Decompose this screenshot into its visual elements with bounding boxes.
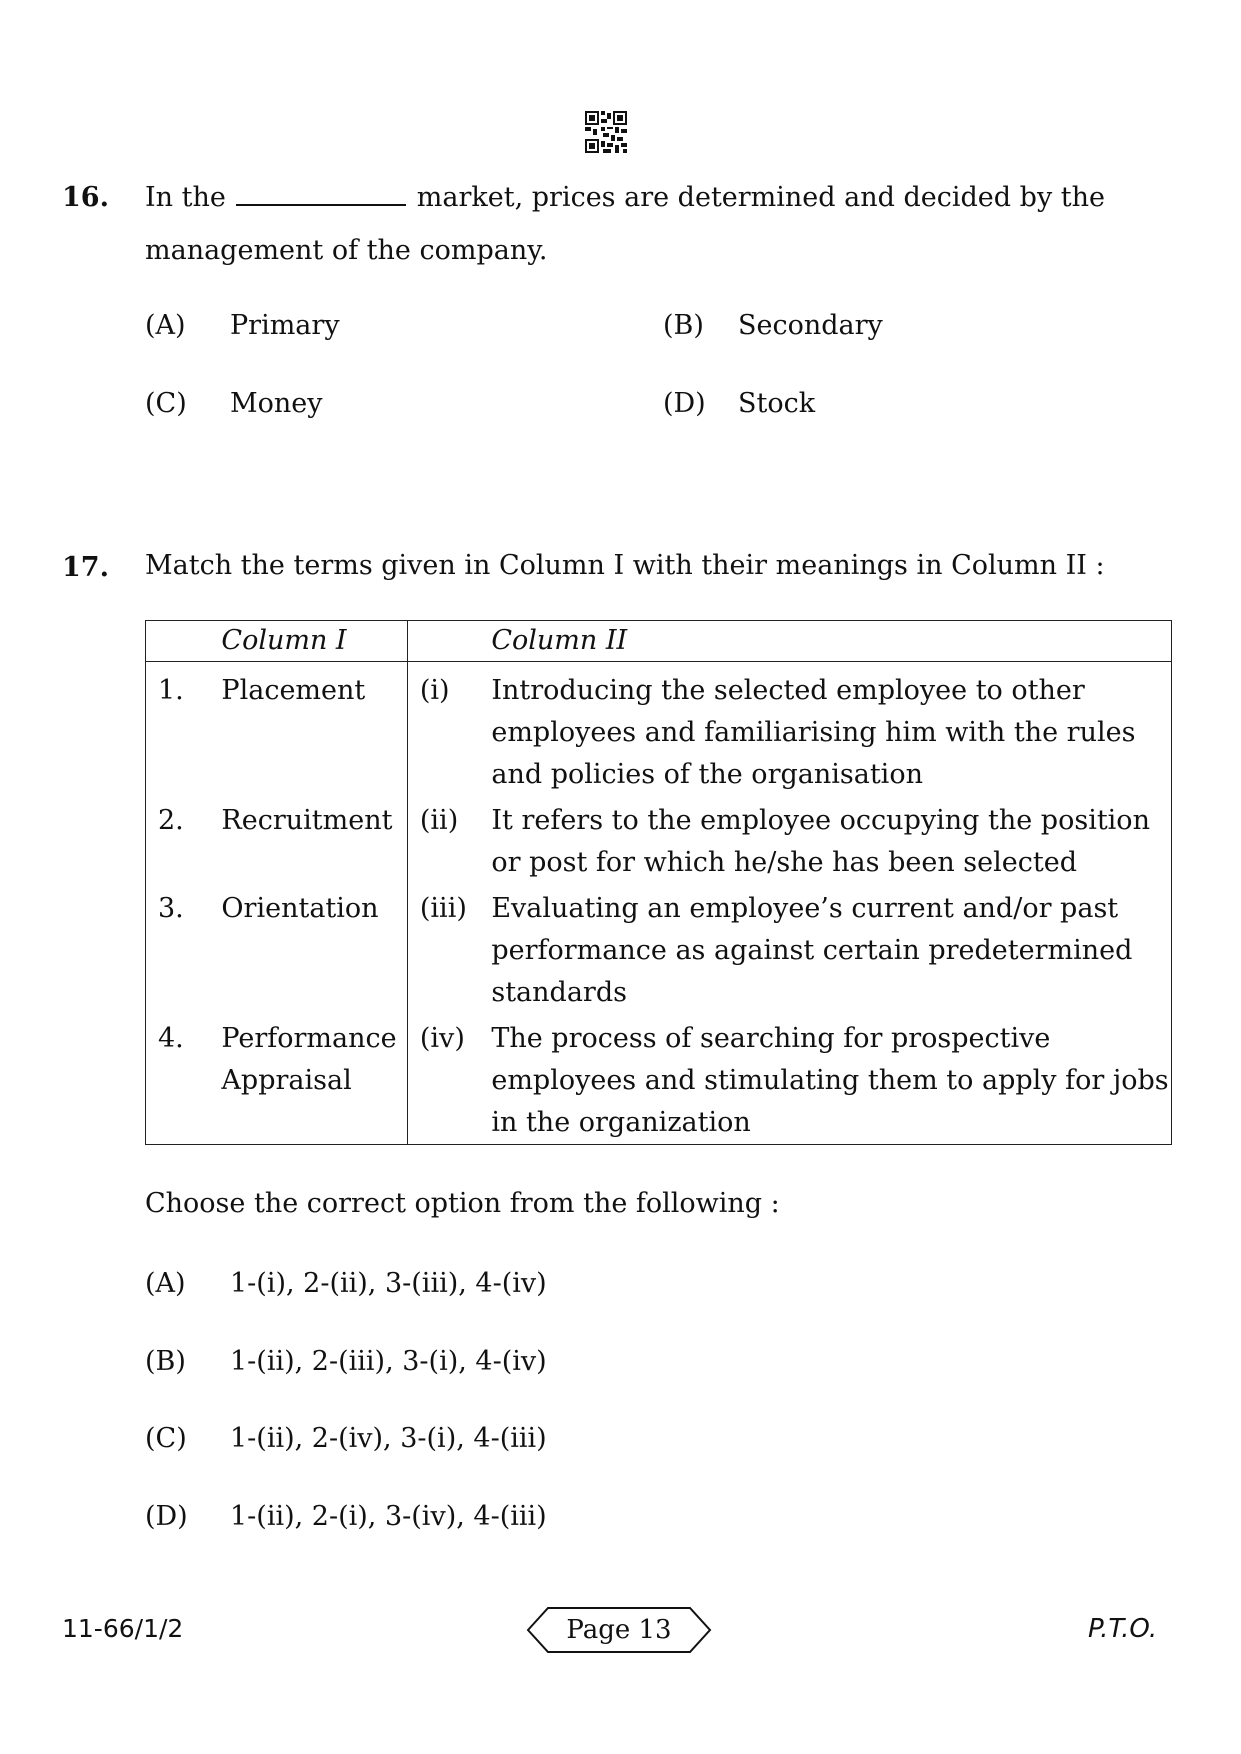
row-term: Recruitment <box>221 796 407 884</box>
question-16-stem-part1: In the <box>145 182 226 213</box>
question-16-option-a-label: (A) <box>145 310 186 341</box>
question-17-option-c-text: 1-(ii), 2-(iv), 3-(i), 4-(iii) <box>230 1423 547 1454</box>
row-term: Placement <box>221 662 407 797</box>
row-number: 1. <box>146 662 222 797</box>
row-meaning: Introducing the selected employee to other employees and familiarising him with the rules and policies of the organisation <box>491 662 1171 797</box>
row-meaning: The process of searching for prospective employees and stimulating them to apply for jobs in the organization <box>491 1014 1171 1145</box>
table-row <box>146 1014 1172 1145</box>
question-17-option-b-label: (B) <box>145 1346 186 1377</box>
question-16-option-d-label: (D) <box>663 388 706 419</box>
row-number: 4. <box>146 1014 222 1145</box>
question-17-option-a-label: (A) <box>145 1268 186 1299</box>
question-17-number: 17. <box>62 552 109 583</box>
qr-code-icon <box>585 111 627 153</box>
question-17-option-a-text: 1-(i), 2-(ii), 3-(iii), 4-(iv) <box>230 1268 547 1299</box>
table-row <box>146 662 1172 797</box>
row-roman: (i) <box>419 675 450 706</box>
column-1-header: Column I <box>221 621 407 662</box>
page-number: Page 13 <box>566 1615 672 1645</box>
row-roman: (iii) <box>419 893 467 924</box>
row-meaning: It refers to the employee occupying the position or post for which he/she has been selected <box>491 796 1171 884</box>
question-16-option-a-text: Primary <box>230 310 340 341</box>
question-16-option-d-text: Stock <box>738 388 816 419</box>
question-17-instruction: Choose the correct option from the following : <box>145 1188 780 1219</box>
question-16-stem-part2: market, prices are determined and decided by the <box>416 182 1105 213</box>
question-17-option-d-text: 1-(ii), 2-(i), 3-(iv), 4-(iii) <box>230 1501 547 1532</box>
question-16-option-b-text: Secondary <box>738 310 883 341</box>
row-roman: (ii) <box>419 805 459 836</box>
row-term: Orientation <box>221 884 407 1014</box>
row-meaning: Evaluating an employee’s current and/or past performance as against certain predetermined standards <box>491 884 1171 1014</box>
question-16-option-b-label: (B) <box>663 310 704 341</box>
pto-label: P.T.O. <box>1088 1614 1158 1644</box>
fill-in-blank <box>236 176 406 206</box>
column-2-header: Column II <box>491 621 1171 662</box>
question-16-number: 16. <box>62 182 109 213</box>
question-17-stem: Match the terms given in Column I with their meanings in Column II : <box>145 550 1105 581</box>
question-17-option-d-label: (D) <box>145 1501 188 1532</box>
row-term: Performance Appraisal <box>221 1014 407 1145</box>
question-16-stem-line1 <box>145 172 1105 224</box>
paper-code: 11-66/1/2 <box>62 1614 184 1643</box>
question-17-option-c-label: (C) <box>145 1423 187 1454</box>
row-roman: (iv) <box>419 1023 465 1054</box>
question-16-stem-line2: management of the company. <box>145 235 548 266</box>
question-16-option-c-text: Money <box>230 388 323 419</box>
question-16-option-c-label: (C) <box>145 388 187 419</box>
match-table-header-row <box>146 621 1172 662</box>
table-row <box>146 884 1172 1014</box>
table-row <box>146 796 1172 884</box>
row-number: 3. <box>146 884 222 1014</box>
match-table <box>145 620 1172 1145</box>
row-number: 2. <box>146 796 222 884</box>
question-17-option-b-text: 1-(ii), 2-(iii), 3-(i), 4-(iv) <box>230 1346 547 1377</box>
